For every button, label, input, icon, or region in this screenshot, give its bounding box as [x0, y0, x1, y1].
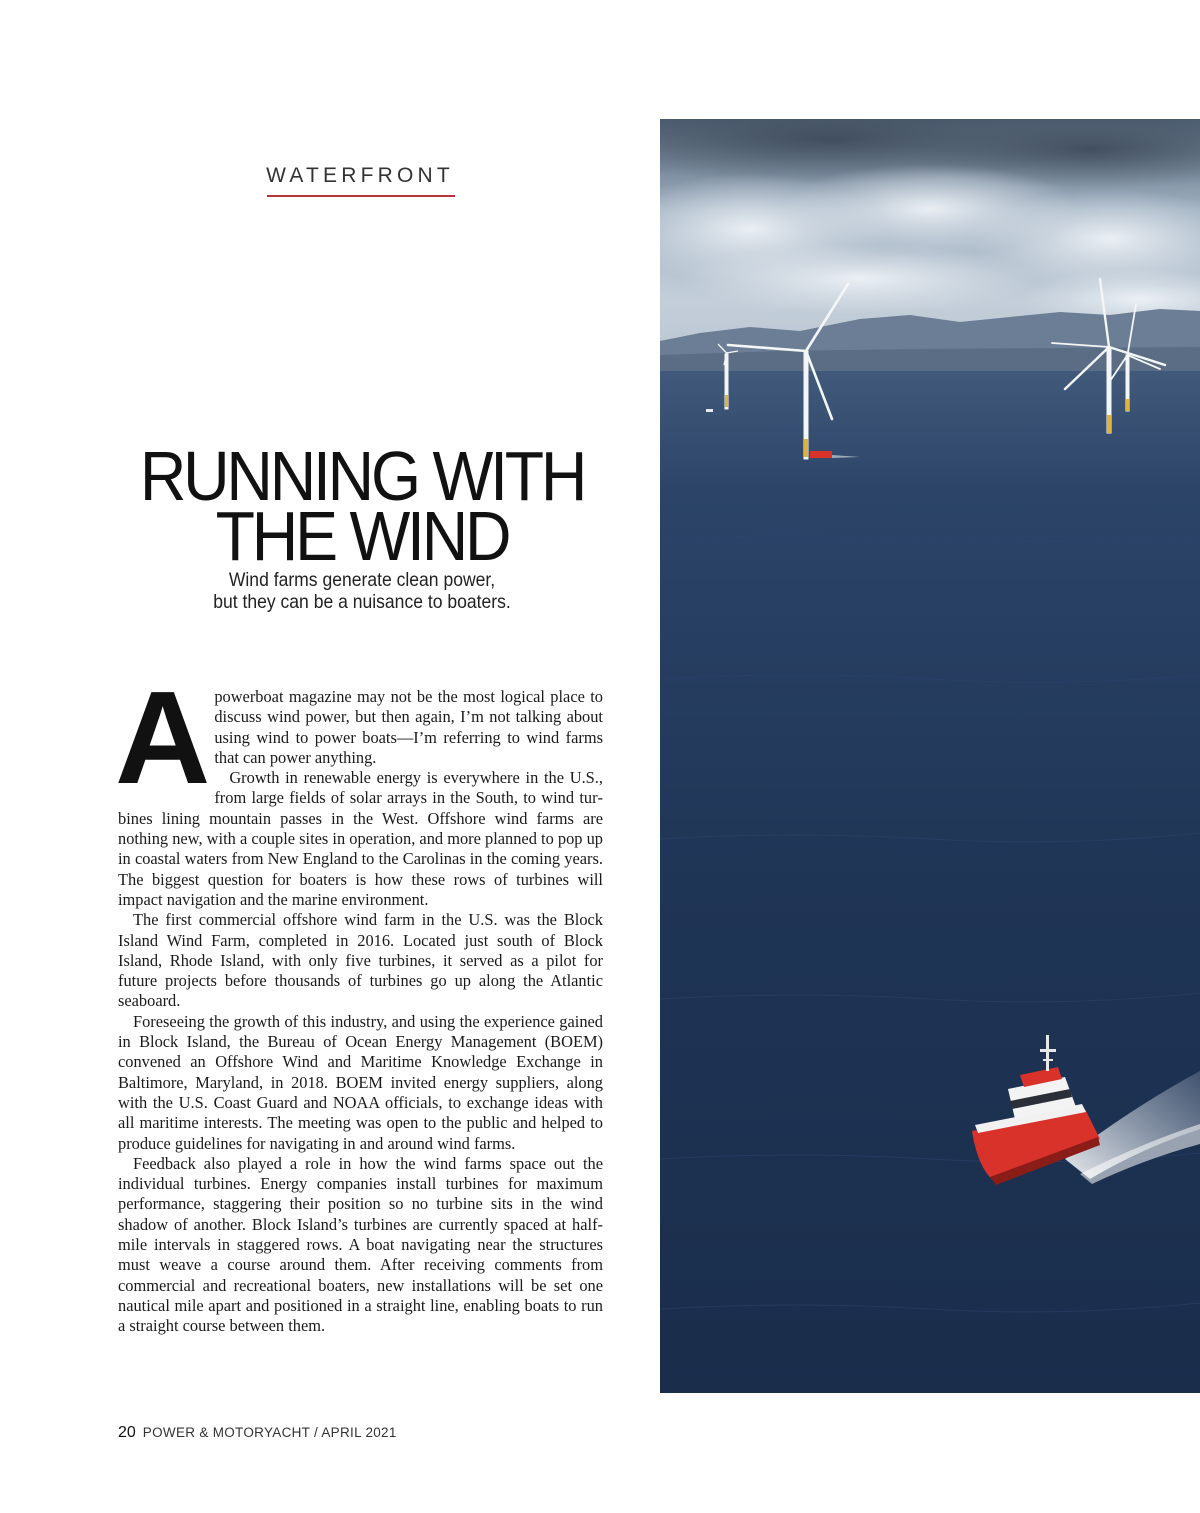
headline-line-1: RUNNING WITH — [139, 437, 585, 515]
deck-line-2: but they can be a nuisance to boaters. — [213, 591, 511, 613]
section-rule — [267, 195, 455, 197]
clouds — [660, 119, 1200, 329]
section-label: WATERFRONT — [266, 164, 454, 187]
headline — [132, 437, 592, 575]
sea — [660, 371, 1200, 1393]
article-paragraph-1 — [115, 664, 603, 811]
article-paragraph-3: The first commercial offshore wind farm in the U.S. was the Block Island Wind Farm, completed in 2016. Located just south of Block Island, Rhode Island, with only five turbines, it served as a pilot for future projects before thousands of turbines go up along the Atlantic seaboard. — [118, 910, 603, 1011]
article-body — [115, 664, 603, 1337]
page-number: 20 — [118, 1424, 136, 1441]
publication-line: POWER & MOTORYACHT / APRIL 2021 — [142, 1425, 397, 1440]
wind-farm-illustration — [660, 119, 1200, 1393]
article-paragraph-1-text: powerboat magazine may not be the most logical place to discuss wind power, but then again, I’m not talking about using wind to power boats—I’m referring to wind farms that can power anything. — [214, 687, 603, 767]
article-paragraph-5: Feedback also played a role in how the wind farms space out the individual turbines. Energy companies install turbines for maximum performance, staggering their position so no turbine sits in the wind shadow of another. Block Island’s turbines are currently spaced at half-mile intervals in staggered rows. A boat navigating near the structures must weave a course around them. After receiving comments from commercial and recreational boaters, new installations will be set one nautical mile apart and positioned in a straight line, enabling boats to run a straight course between them. — [118, 1153, 603, 1336]
folio — [118, 1424, 397, 1442]
headline-line-2: THE WIND — [215, 497, 509, 575]
deck — [137, 569, 587, 613]
article-paragraph-4: Foreseeing the growth of this industry, and using the experience gained in Block Island, the Bureau of Ocean Energy Management (BOEM) convened an Offshore Wind and Maritime Knowledge Exchange in Baltimore, Maryland, in 2018. BOEM invited energy suppliers, along with the U.S. Coast Guard and NOAA officials, to exchange ideas with all maritime interests. The meeting was open to the public and helped to produce guidelines for navigating in and around wind farms. — [118, 1011, 603, 1153]
article-paragraph-2: Growth in renewable energy is everywhere in the U.S., from large fields of solar arrays in the South, to wind turbines lining mountain passes in the West. Offshore wind farms are nothing new, with a couple sites in operation, and more planned to pop up in coastal waters from New England to the Carolinas in the coming years. The biggest question for boaters is how these rows of turbines will impact navigation and the marine environment. — [118, 768, 603, 909]
drop-cap: A — [115, 664, 207, 811]
wind-farm-photo — [660, 119, 1200, 1393]
deck-line-1: Wind farms generate clean power, — [228, 569, 496, 591]
